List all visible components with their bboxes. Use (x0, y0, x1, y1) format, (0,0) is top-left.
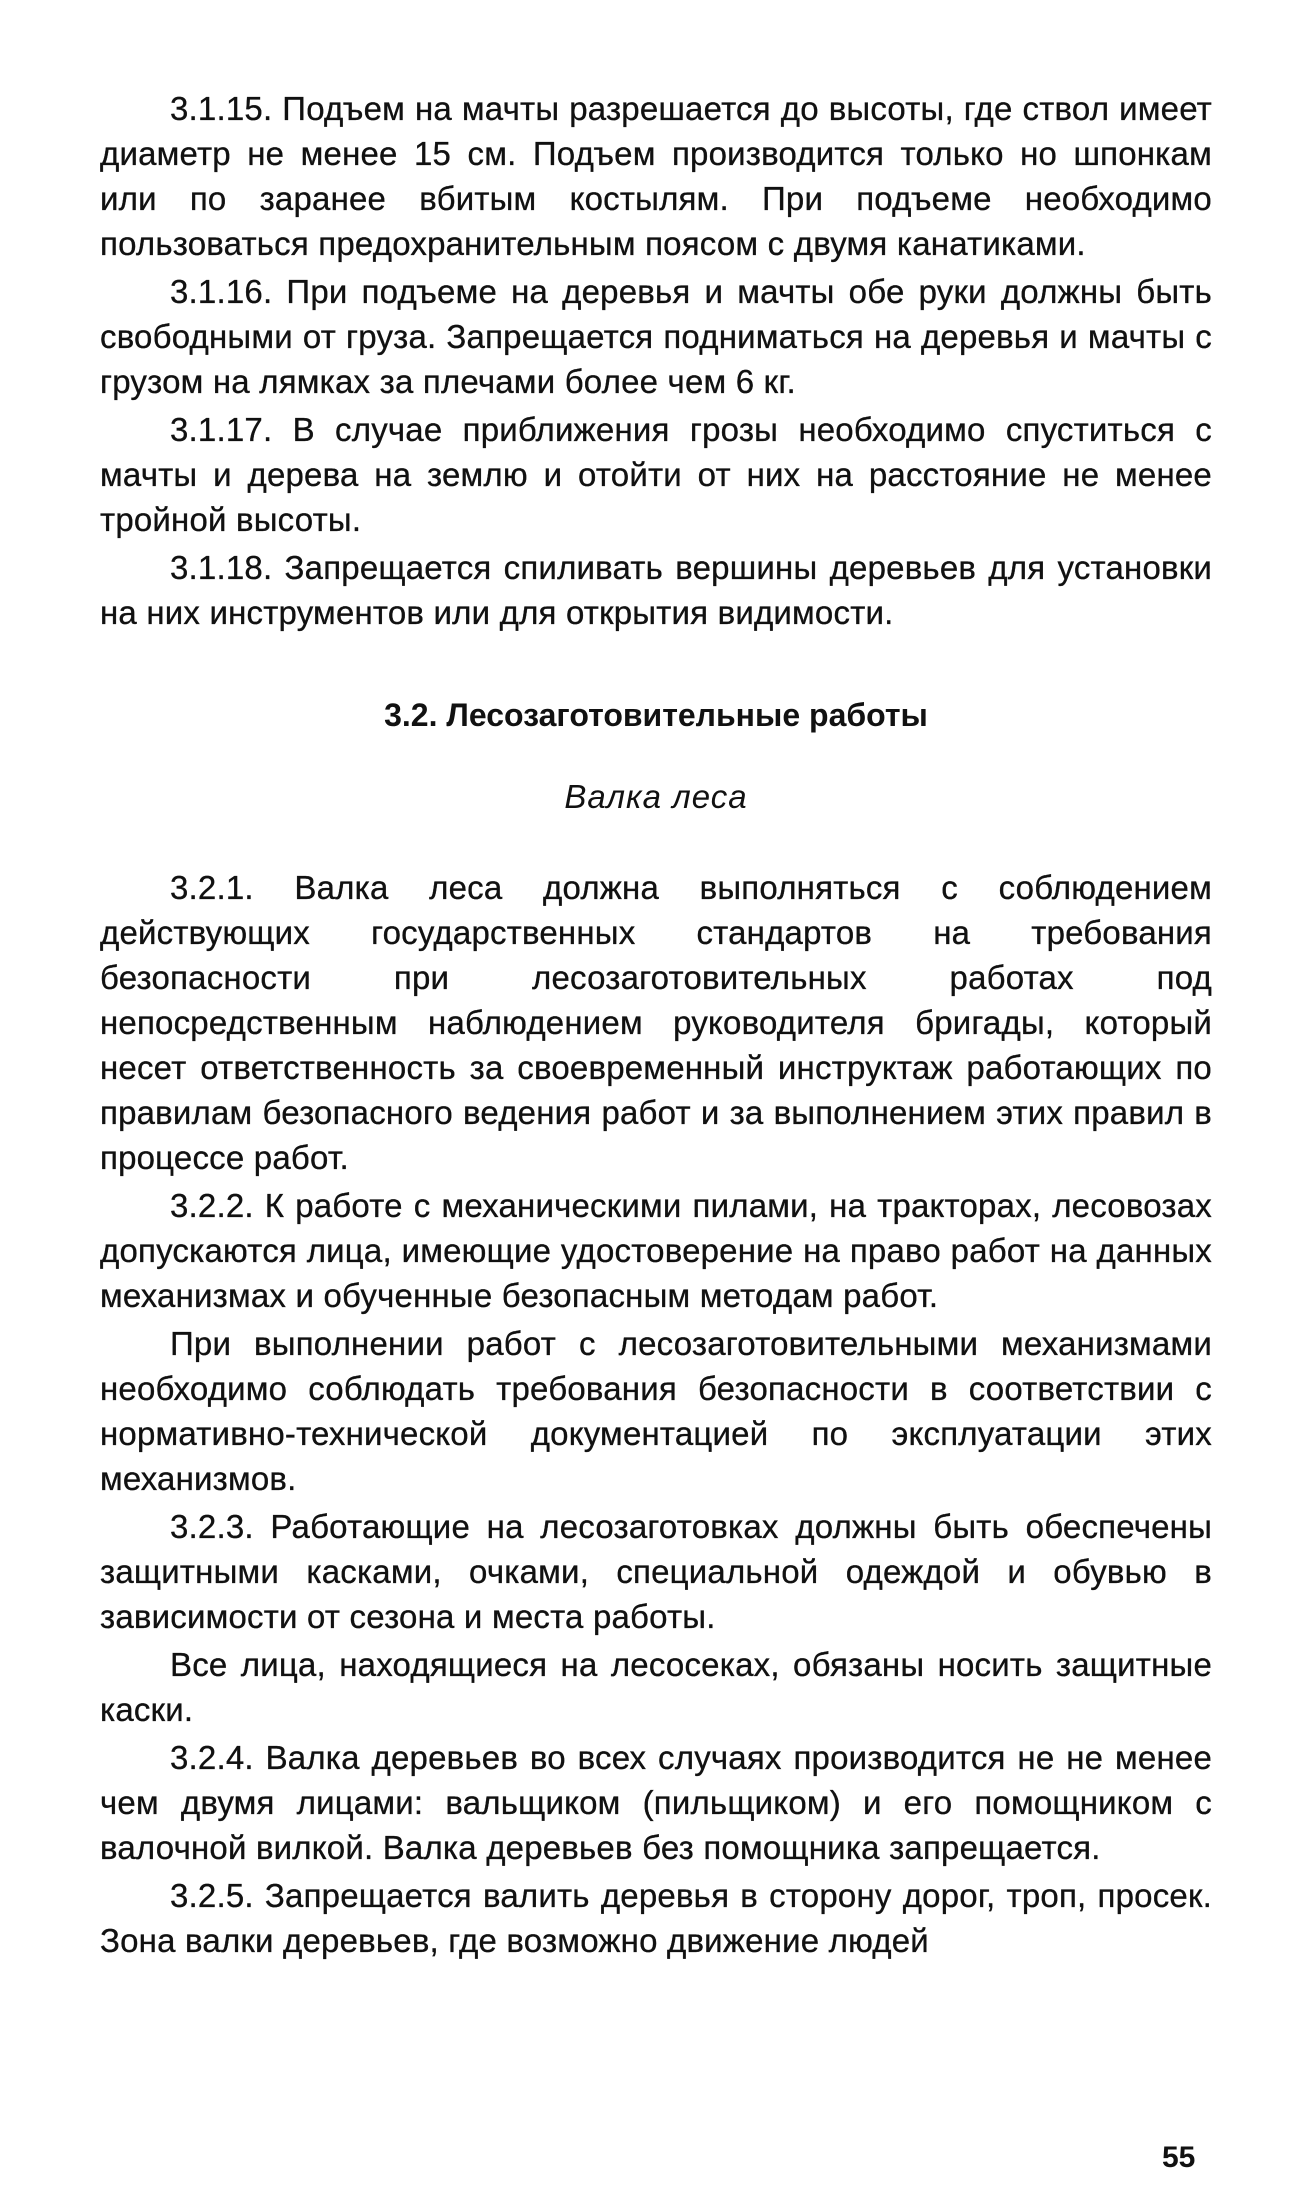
paragraph-3-2-4: 3.2.4. Валка деревьев во всех случаях производится не не менее чем двумя лицами: вальщиком (пильщиком) и его помощником с валочной вилкой. Валка деревьев без помощника запрещается. (100, 1739, 1212, 1866)
paragraph-3-1-15: 3.1.15. Подъем на мачты разрешается до высоты, где ствол имеет диаметр не менее 15 см. Подъем производится только но шпонкам или по заранее вбитым костылям. При подъеме необходимо пользоваться предохранительным поясом с двумя канатиками. (100, 90, 1212, 262)
page-number: 55 (1162, 2141, 1196, 2174)
paragraph-3-2-5: 3.2.5. Запрещается валить деревья в сторону дорог, троп, просек. Зона валки деревьев, где возможно движение людей (100, 1877, 1212, 1959)
subsection-heading: Валка леса (564, 778, 748, 815)
paragraph-3-1-16: 3.1.16. При подъеме на деревья и мачты обе руки должны быть свободными от груза. Запрещается подниматься на деревья и мачты с грузом на лямках за плечами более чем 6 кг. (100, 273, 1212, 400)
paragraph-3-2-1: 3.2.1. Валка леса должна выполняться с соблюдением действующих государственных стандартов на требования безопасности при лесозаготовительных работах под непосредственным наблюдением руководителя бригады, который несет ответственность за своевременный инструктаж работающих по правилам безопасного ведения работ и за выполнением этих правил в процессе работ. (100, 869, 1212, 1176)
paragraph-3-1-17: 3.1.17. В случае приближения грозы необходимо спуститься с мачты и дерева на землю и отойти от них на расстояние не менее тройной высоты. (100, 411, 1212, 538)
paragraph-3-2-3: 3.2.3. Работающие на лесозаготовках должны быть обеспечены защитными касками, очками, специальной одеждой и обувью в зависимости от сезона и места работы. (100, 1508, 1212, 1635)
paragraph-helmets: Все лица, находящиеся на лесосеках, обязаны носить защитные каски. (100, 1646, 1212, 1728)
paragraph-3-1-18: 3.1.18. Запрещается спиливать вершины деревьев для установки на них инструментов или для открытия видимости. (100, 549, 1212, 631)
paragraph-mechanisms: При выполнении работ с лесозаготовительными механизмами необходимо соблюдать требования безопасности в соответствии с нормативно-технической документацией по эксплуатации этих механизмов. (100, 1325, 1212, 1497)
document-page (100, 86, 1212, 1966)
section-heading: 3.2. Лесозаготовительные работы (384, 697, 928, 733)
paragraph-3-2-2: 3.2.2. К работе с механическими пилами, на тракторах, лесовозах допускаются лица, имеющие удостоверение на право работ на данных механизмах и обученные безопасным методам работ. (100, 1187, 1212, 1314)
